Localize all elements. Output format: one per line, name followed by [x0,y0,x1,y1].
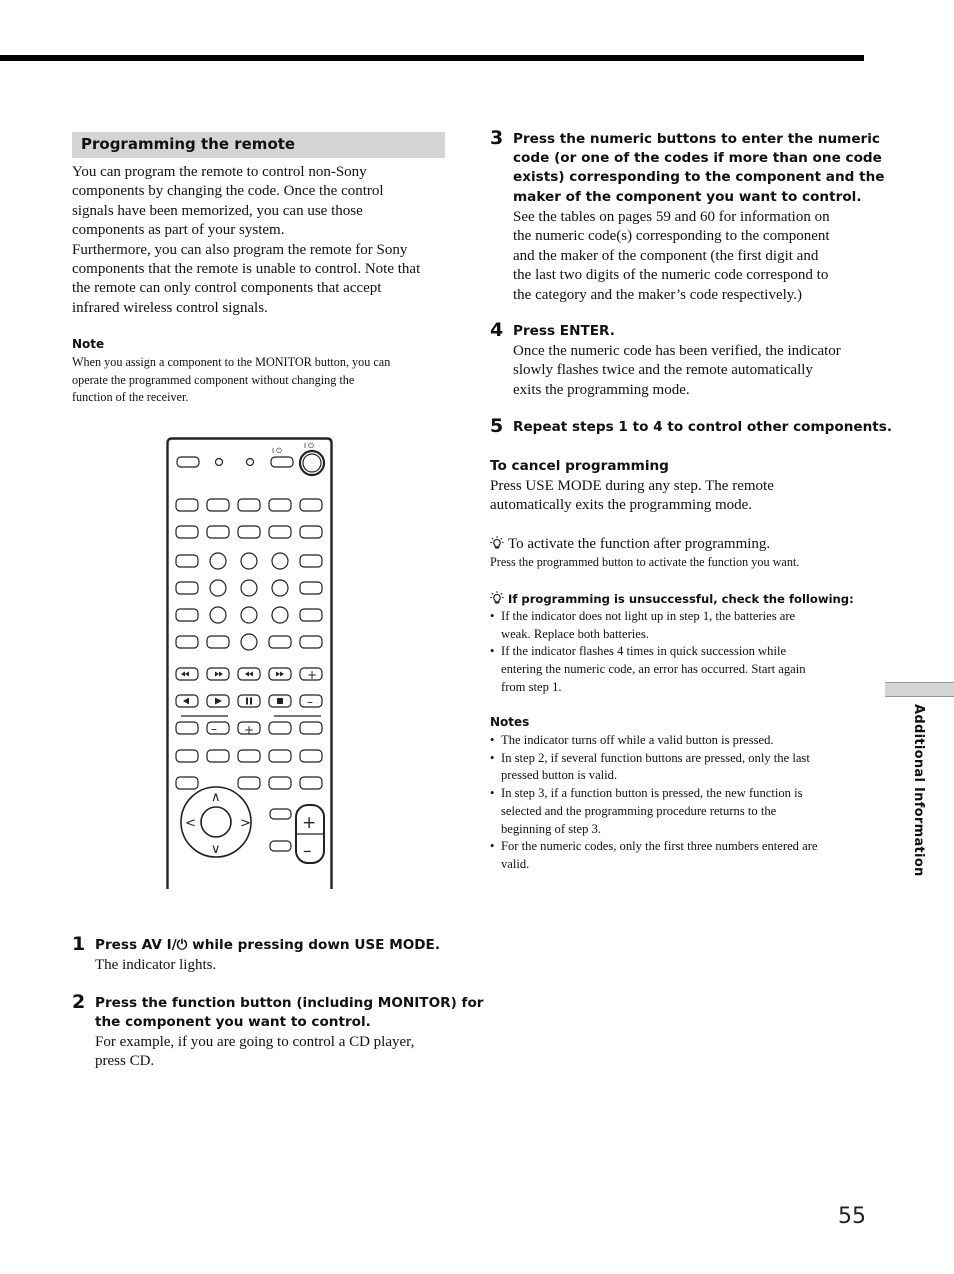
list-line: valid. [501,856,530,871]
list-item: • In step 3, if a function button is pressed, the new function is selected and the programming procedure returns to the beginning of step 3. [490,785,865,838]
list-line: selected and the programming procedure returns to the [501,803,777,818]
note-label: Note [72,337,105,351]
numeric-button [210,580,226,596]
cancel-title: To cancel programming [490,458,669,474]
step-heading-line: Press ENTER. [513,323,615,339]
list-item: • If the indicator flashes 4 times in quick succession while entering the numeric code, an error has occurred. Start again from step 1. [490,643,865,696]
numeric-button [210,607,226,623]
transport-icon [250,698,252,705]
step-heading-line: exists) corresponding to the component and the [513,169,885,186]
list-item: • In step 2, if several function buttons are pressed, only the last pressed button is valid. [490,750,865,785]
remote-button [238,526,260,538]
cancel-line: Press USE MODE during any step. The remote [490,478,774,494]
intro-line: signals have been memorized, you can use those [72,202,363,219]
remote-button [176,499,198,511]
remote-button [269,526,291,538]
remote-button [176,750,198,762]
remote-button [300,609,322,621]
step-heading-line: Press the function button (including MONITOR) for [95,995,484,1011]
note-line: operate the programmed component without changing the [72,372,355,387]
page-number: 55 [838,1204,866,1229]
step-body-line: Once the numeric code has been verified, the indicator [513,343,841,359]
step-body-line: the last two digits of the numeric code correspond to [513,267,829,284]
remote-button [207,636,229,648]
transport-icon [185,672,189,677]
section-tab [885,682,954,697]
step-body-line: The indicator lights. [95,957,217,973]
step-number: 5 [490,415,504,437]
step-body-line: slowly flashes twice and the remote automatically [513,362,813,379]
right-arrow-icon: > [240,816,251,831]
intro-line: components that the remote is unable to control. Note that [72,261,421,278]
transport-icon [280,672,284,677]
lightbulb-icon [490,536,504,550]
remote-button [176,722,198,734]
step-heading [513,418,892,437]
cancel-line: automatically exits the programming mode. [490,497,753,514]
remote-button [177,457,199,467]
list-item: • The indicator turns off while a valid button is pressed. [490,732,865,750]
note-line: function of the receiver. [72,390,189,405]
step-body-line: press CD. [95,1053,155,1070]
minus-label: – [307,695,313,709]
remote-button [238,750,260,762]
intro-line: components by changing the code. Once the control [72,183,384,200]
list-line: beginning of step 3. [501,821,602,836]
transport-icon [183,698,189,705]
step-heading-line: the component you want to control. [95,1014,371,1031]
list-line: weak. Replace both batteries. [501,626,649,641]
step-number: 1 [72,933,86,955]
remote-button [270,841,291,851]
remote-button [207,499,229,511]
remote-button [269,750,291,762]
remote-button [269,499,291,511]
transport-icon [246,698,248,705]
note-text [72,354,452,407]
plus-label: + [307,668,318,682]
intro-line: Furthermore, you can also program the remote for Sony [72,241,408,258]
list-item: • For the numeric codes, only the first three numbers entered are valid. [490,838,865,873]
remote-button [176,582,198,594]
step-body [513,208,830,305]
transport-icon [245,672,249,677]
step-body-line: and the maker of the component (the first digit and [513,247,819,264]
intro-line: components as part of your system. [72,222,285,239]
remote-button [271,457,293,467]
remote-indicator-led [216,459,223,466]
side-section-label: Additional Information [911,704,926,877]
plus-label: + [244,723,255,737]
power-button-inner [303,454,321,472]
step-heading [95,994,484,1032]
remote-button [300,555,322,567]
cancel-text [490,477,774,516]
tip-text: Press the programmed button to activate the function you want. [490,555,800,569]
numeric-button [241,634,257,650]
intro-paragraph [72,163,452,318]
list-item: • If the indicator does not light up in step 1, the batteries are weak. Replace both batteries. [490,608,865,643]
step-body-line: exits the programming mode. [513,381,690,398]
list-line: from step 1. [501,679,562,694]
section-title-bar [72,132,445,158]
enter-button [201,807,231,837]
down-arrow-icon: ∨ [211,842,221,857]
remote-button [300,582,322,594]
remote-button [238,777,260,789]
remote-button [269,636,291,648]
remote-button [238,695,260,707]
tip-title: To activate the function after programming. [508,536,771,552]
remote-button [269,777,291,789]
step-body-line: For example, if you are going to control a CD player, [95,1034,415,1050]
list-line: pressed button is valid. [501,768,618,783]
remote-button [300,777,322,789]
left-arrow-icon: < [185,816,196,831]
list-line: For the numeric codes, only the first three numbers entered are [501,839,818,854]
power-label: I ⏻ [304,442,314,450]
step-body-line: the category and the maker’s code respectively.) [513,286,803,303]
list-line: If the indicator does not light up in step 1, the batteries are [501,609,796,623]
transport-icon [276,672,280,677]
transport-icon [219,672,223,677]
remote-button [238,499,260,511]
section-title: Programming the remote [81,135,296,153]
remote-button [207,750,229,762]
step-heading [513,322,615,341]
step-number: 2 [72,991,86,1013]
note-line: When you assign a component to the MONITOR button, you can [72,355,391,369]
numeric-button [272,580,288,596]
intro-line: You can program the remote to control non-Sony [72,164,367,180]
list-line: In step 2, if several function buttons are pressed, only the last [501,750,810,765]
step-heading-line: code (or one of the codes if more than one code [513,150,882,167]
step-heading-line: Press the numeric buttons to enter the numeric [513,131,880,147]
numeric-button [272,553,288,569]
remote-button [270,809,291,819]
transport-icon [215,698,222,705]
intro-line: infrared wireless control signals. [72,299,268,316]
power-button [300,451,324,475]
tip-heading [490,591,854,606]
step-heading-line: Press AV I/⏻ while pressing down USE MODE. [95,937,441,953]
volume-minus-icon: – [303,841,312,861]
step-body [513,342,841,400]
up-arrow-icon: ∧ [211,790,221,805]
remote-button [176,609,198,621]
remote-button [176,526,198,538]
top-rule [0,55,864,61]
numeric-button [241,607,257,623]
numeric-button [241,580,257,596]
remote-button [269,722,291,734]
remote-button [207,526,229,538]
transport-icon [215,672,219,677]
step-body-line: the numeric code(s) corresponding to the component [513,228,830,245]
list-line: In step 3, if a function button is pressed, the new function is [501,786,803,801]
step-body [95,1033,414,1072]
step-number: 3 [490,127,504,149]
minus-label: – [211,722,217,736]
list-line: If the indicator flashes 4 times in quick succession while [501,644,787,659]
step-body-line: See the tables on pages 59 and 60 for information on [513,209,830,225]
remote-button [300,722,322,734]
remote-button [300,750,322,762]
remote-button [247,459,254,466]
power-label: I ⏻ [272,447,282,455]
remote-button [176,777,198,789]
lightbulb-icon [490,591,504,605]
step-heading [513,130,885,207]
remote-button [300,636,322,648]
step-number: 4 [490,319,504,341]
volume-plus-icon: + [302,813,317,833]
transport-icon [277,698,283,704]
step-heading-line: Repeat steps 1 to 4 to control other components. [513,419,893,435]
remote-button [300,526,322,538]
notes-label: Notes [490,715,530,729]
tip-list [490,608,865,697]
transport-icon [181,672,185,677]
remote-button [176,555,198,567]
tip-title: If programming is unsuccessful, check the following: [508,592,854,606]
notes-list [490,732,865,874]
numeric-button [241,553,257,569]
step-body [95,956,216,975]
step-heading-line: maker of the component you want to control. [513,188,862,205]
numeric-button [272,607,288,623]
remote-button [176,636,198,648]
list-line: entering the numeric code, an error has occurred. Start again [501,662,806,677]
tip-heading [490,535,770,554]
remote-control-illustration [166,437,336,889]
numeric-button [210,553,226,569]
transport-icon [249,672,253,677]
remote-button [300,499,322,511]
list-line: The indicator turns off while a valid button is pressed. [501,733,774,747]
intro-line: the remote can only control components that accept [72,280,382,297]
step-heading [95,936,440,955]
